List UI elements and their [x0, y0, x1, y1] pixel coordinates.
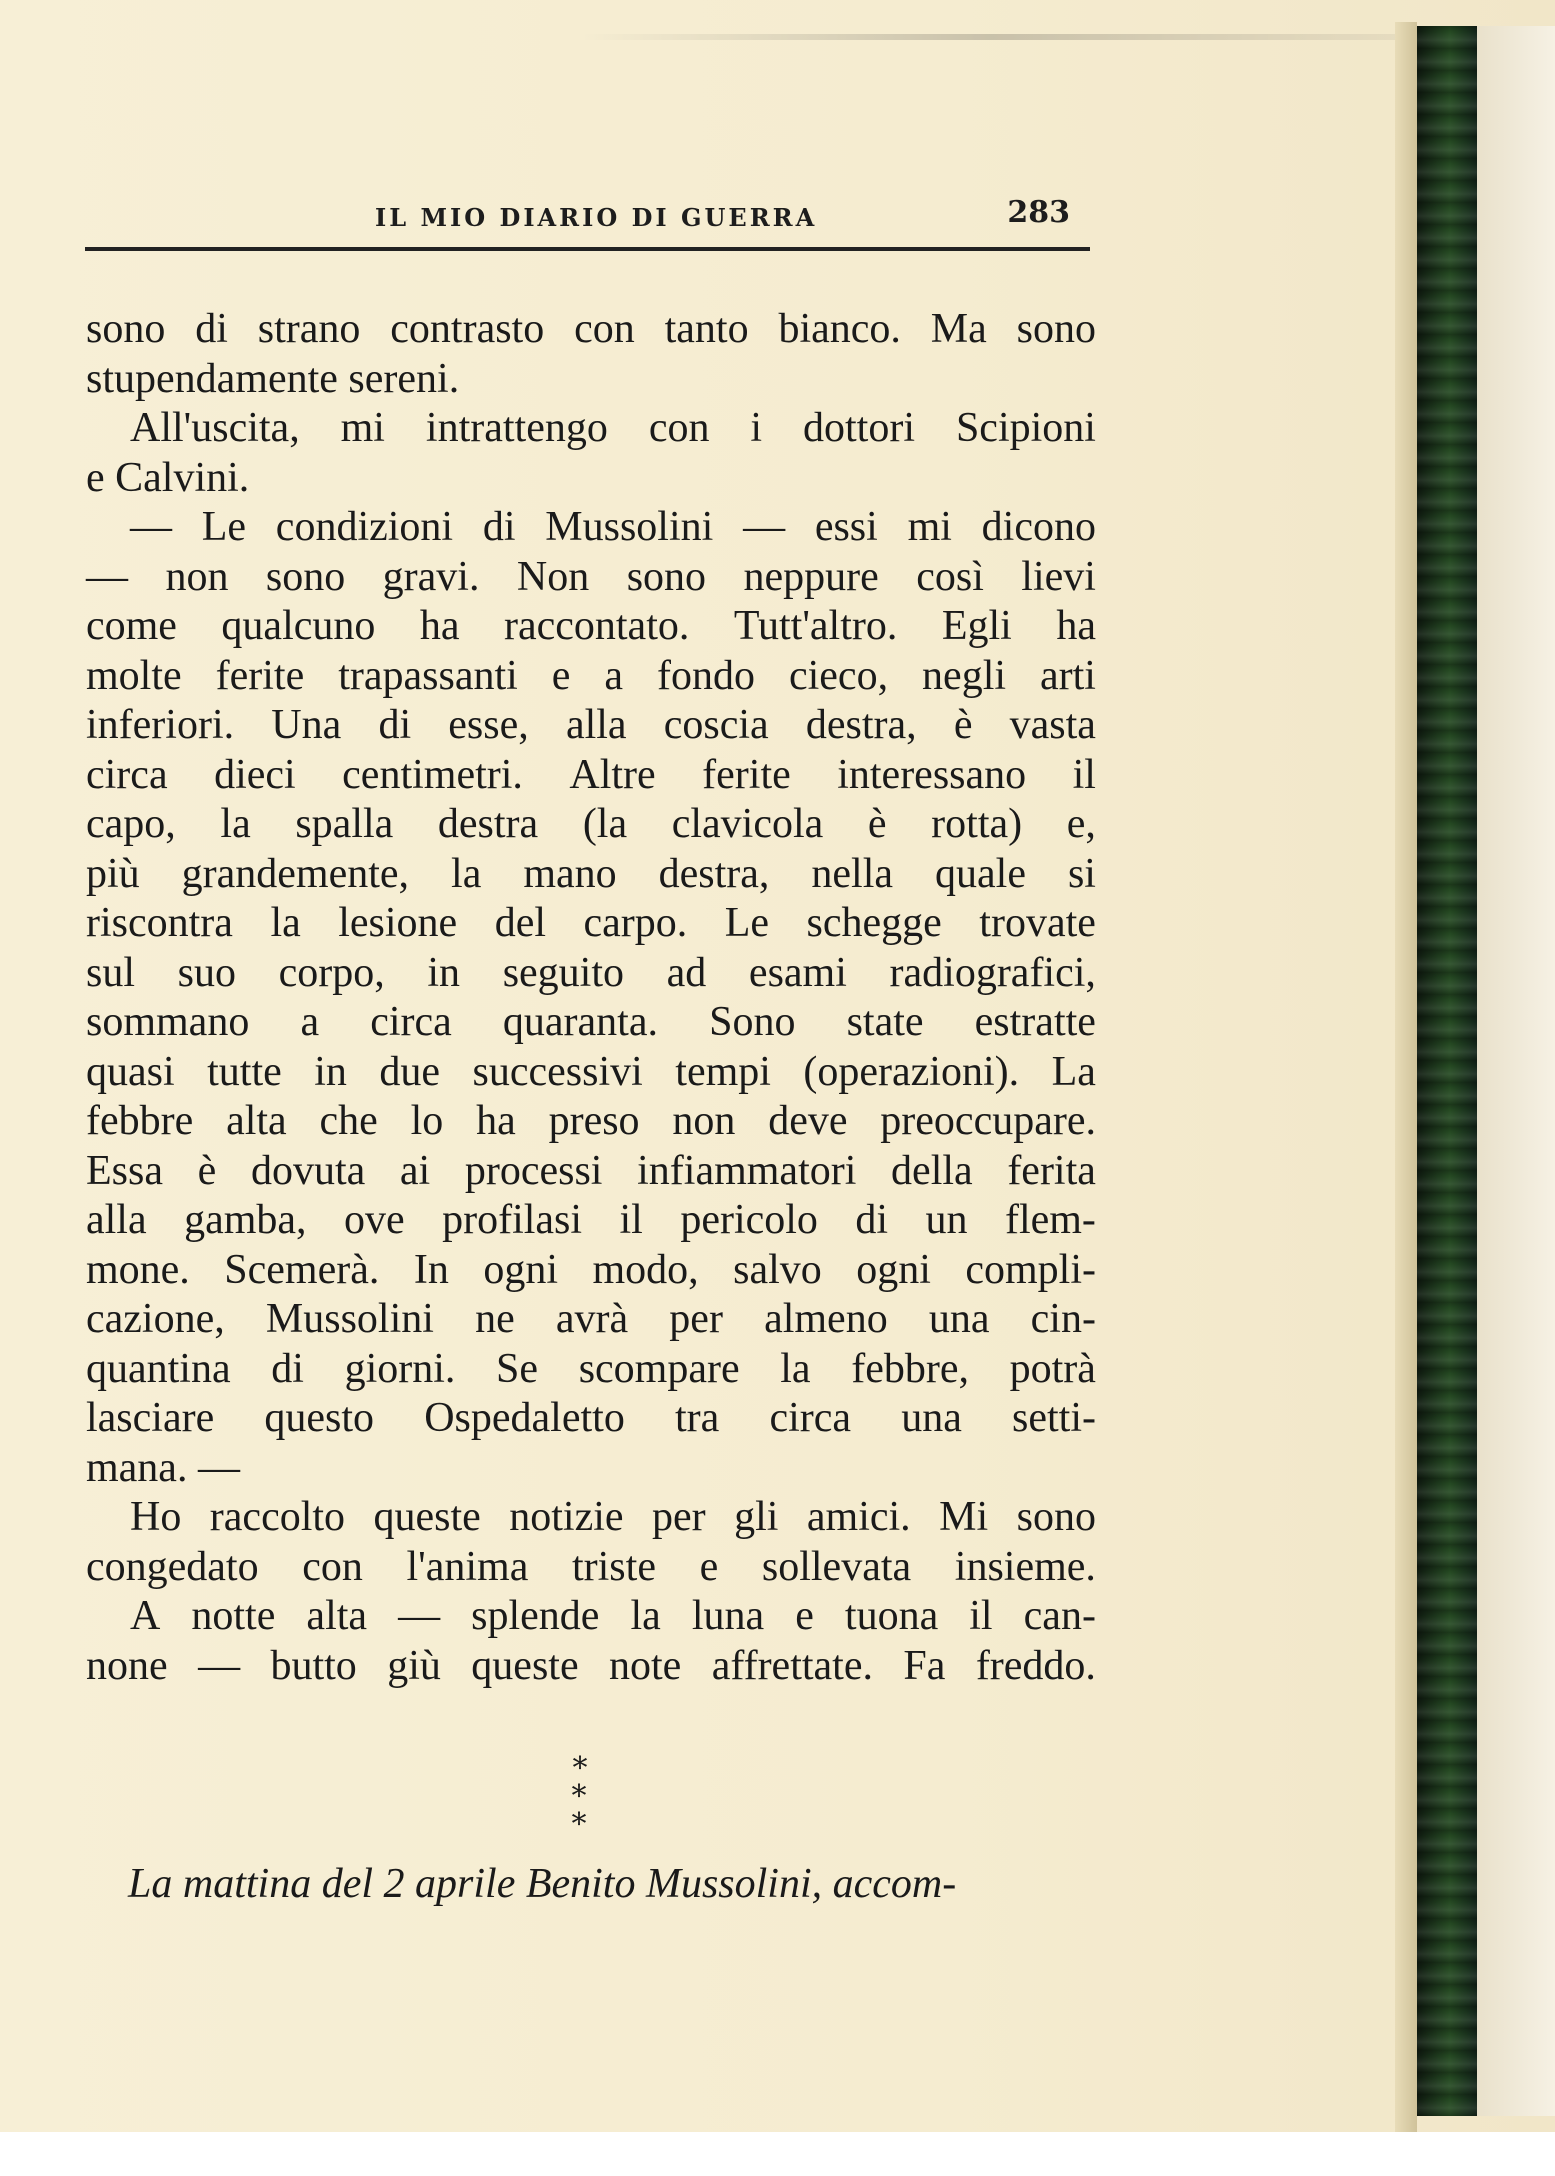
text-line — [86, 1295, 1096, 1345]
word: Essa — [86, 1147, 163, 1194]
text-line — [86, 503, 1096, 553]
word: rotta) — [931, 801, 1023, 847]
text-line — [86, 1592, 1096, 1642]
word: ad — [666, 949, 707, 996]
word: si — [1067, 850, 1096, 897]
word: lesione — [338, 900, 458, 946]
word: A — [130, 1593, 161, 1639]
text-line — [86, 1147, 1096, 1197]
word: con — [302, 1543, 363, 1590]
word: Non — [516, 553, 590, 600]
word: esami — [748, 949, 847, 996]
word: suo — [177, 949, 236, 996]
word: sono — [1016, 306, 1096, 352]
word: Mussolini — [545, 504, 714, 550]
word: raccolto — [209, 1494, 346, 1540]
word: Le — [724, 900, 770, 946]
text-line — [86, 1196, 1096, 1246]
word: freddo. — [975, 1642, 1096, 1689]
scan-bottom-margin — [0, 2132, 1555, 2176]
word: gravi. — [382, 553, 480, 600]
text-line — [86, 602, 1096, 652]
word: Scipioni — [955, 405, 1096, 451]
text-line — [86, 1493, 1096, 1543]
word: state — [846, 999, 924, 1045]
word: splende — [471, 1593, 600, 1639]
word: cin- — [1030, 1296, 1096, 1342]
word: setti- — [1012, 1395, 1096, 1441]
word: e — [699, 1543, 719, 1590]
word: in — [314, 1048, 347, 1095]
word: quaranta. — [502, 999, 658, 1045]
word: bianco. — [778, 306, 901, 352]
text-line — [86, 1394, 1096, 1444]
word: in — [427, 949, 461, 996]
word: gamba, — [184, 1197, 307, 1243]
word: deve — [768, 1098, 848, 1144]
word: mi — [907, 504, 952, 550]
word: quantina — [86, 1345, 231, 1392]
word: can- — [1023, 1593, 1096, 1639]
word: di — [195, 306, 228, 352]
text-line — [86, 998, 1096, 1048]
text-line — [86, 553, 1096, 603]
word: pericolo — [680, 1197, 818, 1243]
text-line — [86, 751, 1096, 801]
section-break-asterism — [540, 1751, 620, 1842]
word: il — [619, 1197, 643, 1243]
word: non — [165, 553, 229, 600]
page-top-shadow — [580, 34, 1400, 40]
word: interessano — [837, 751, 1027, 798]
word: notizie — [509, 1494, 624, 1540]
word: salvo — [733, 1246, 822, 1293]
word: flem- — [1004, 1197, 1096, 1243]
word: per — [669, 1296, 723, 1342]
word: Ma — [930, 306, 987, 352]
next-section-first-line: La mattina del 2 aprile Benito Mussolini, accom- — [128, 1861, 957, 1907]
text-line: stupendamente sereni. — [86, 355, 460, 402]
word: quasi — [86, 1048, 175, 1095]
word: è — [867, 801, 887, 847]
word: a — [604, 652, 624, 699]
word: successivi — [472, 1048, 643, 1095]
word: mano — [523, 850, 617, 897]
text-line — [86, 1048, 1096, 1098]
word: dieci — [214, 751, 296, 798]
text-line — [86, 1543, 1096, 1593]
word: sollevata — [761, 1543, 912, 1590]
word: Ho — [130, 1494, 182, 1540]
word: neppure — [743, 553, 879, 600]
word: questo — [264, 1395, 375, 1441]
word: amici. — [806, 1494, 911, 1540]
text-line — [86, 305, 1096, 355]
word: ha — [419, 603, 460, 649]
word: dicono — [981, 504, 1096, 550]
word: sono — [265, 553, 346, 600]
text-line — [86, 1345, 1096, 1395]
word: lo — [410, 1098, 444, 1144]
word: giorni. — [344, 1345, 456, 1392]
word: compli- — [965, 1246, 1096, 1293]
word: con — [648, 405, 710, 451]
running-header — [85, 193, 1090, 233]
word: destra — [437, 801, 539, 847]
word: arti — [1040, 652, 1096, 699]
word: alta — [306, 1593, 368, 1639]
asterism-bottom: * * — [571, 1779, 603, 1842]
word: tuona — [844, 1593, 939, 1639]
word: Se — [496, 1345, 539, 1392]
word: raccontato. — [503, 603, 690, 649]
word: Mussolini — [265, 1296, 434, 1342]
word: ferita — [1007, 1147, 1096, 1194]
word: Scemerà. — [224, 1246, 380, 1293]
word: il — [969, 1593, 993, 1639]
word: — — [398, 1593, 441, 1639]
word: la — [451, 850, 482, 897]
word: avrà — [555, 1296, 629, 1342]
word: sono — [86, 306, 166, 352]
word: cieco, — [788, 652, 889, 699]
word: mi — [340, 405, 385, 451]
word: alta — [226, 1098, 287, 1144]
word: ha — [1056, 603, 1096, 649]
word: più — [86, 850, 140, 897]
word: centimetri. — [342, 751, 523, 798]
scan-right-margin — [1477, 26, 1555, 2116]
word: queste — [471, 1642, 579, 1689]
word: di — [378, 702, 412, 748]
word: la — [220, 801, 251, 847]
word: dovuta — [250, 1147, 366, 1194]
word: ha — [476, 1098, 516, 1144]
word: circa — [769, 1395, 852, 1441]
word: sommano — [86, 999, 250, 1045]
word: spalla — [295, 801, 394, 847]
word: Egli — [941, 603, 1012, 649]
book-spine — [1417, 26, 1477, 2116]
word: strano — [257, 306, 361, 352]
word: infiammatori — [637, 1147, 857, 1194]
word: contrasto — [390, 306, 545, 352]
word: affrettate. — [711, 1642, 873, 1689]
word: Tutt'altro. — [733, 603, 898, 649]
word: con — [574, 306, 635, 352]
word: un — [925, 1197, 968, 1243]
word: della — [891, 1147, 973, 1194]
word: scompare — [578, 1345, 740, 1392]
word: note — [609, 1642, 682, 1689]
word: ogni — [483, 1246, 558, 1293]
text-line — [86, 899, 1096, 949]
word: sono — [1016, 1494, 1096, 1540]
word: alla — [86, 1197, 147, 1243]
text-line — [86, 701, 1096, 751]
word: giù — [387, 1642, 441, 1689]
asterism-top: * — [572, 1751, 588, 1786]
word: triste — [571, 1543, 656, 1590]
word: lasciare — [86, 1395, 215, 1441]
word: destra, — [658, 850, 770, 897]
word: circa — [370, 999, 452, 1045]
word: schegge — [806, 900, 942, 946]
word: è — [953, 702, 973, 748]
word: cazione, — [86, 1296, 225, 1342]
word: profilasi — [442, 1197, 583, 1243]
word: ferite — [702, 751, 791, 798]
word: — — [198, 1642, 241, 1689]
word: gli — [734, 1494, 779, 1540]
word: Sono — [709, 999, 796, 1045]
word: febbre — [86, 1098, 194, 1144]
word: carpo. — [583, 900, 688, 946]
word: così — [916, 553, 984, 600]
text-line — [86, 1642, 1096, 1692]
word: Le — [201, 504, 247, 550]
word: luna — [691, 1593, 765, 1639]
word: none — [86, 1642, 168, 1689]
word: fondo — [657, 652, 756, 699]
word: queste — [373, 1494, 481, 1540]
word: preoccupare. — [880, 1098, 1096, 1144]
word: circa — [86, 751, 168, 798]
word: e, — [1066, 801, 1096, 847]
word: tanto — [664, 306, 749, 352]
word: di — [482, 504, 516, 550]
word: Fa — [903, 1642, 946, 1689]
word: processi — [464, 1147, 603, 1194]
word: seguito — [502, 949, 625, 996]
word: la — [270, 900, 301, 946]
text-line — [86, 404, 1096, 454]
word: dottori — [803, 405, 916, 451]
word: clavicola — [671, 801, 824, 847]
word: trovate — [979, 900, 1096, 946]
word: negli — [922, 652, 1007, 699]
word: ove — [343, 1197, 405, 1243]
word: la — [780, 1345, 811, 1392]
word: tutte — [207, 1048, 282, 1095]
word: di — [271, 1345, 304, 1392]
word: sul — [86, 949, 136, 996]
word: potrà — [1009, 1345, 1096, 1392]
word: intrattengo — [425, 405, 608, 451]
word: butto — [270, 1642, 357, 1689]
word: alla — [565, 702, 627, 748]
word: tempi — [675, 1048, 771, 1095]
word: ai — [399, 1147, 431, 1194]
word: che — [319, 1098, 378, 1144]
text-line — [86, 850, 1096, 900]
word: (la — [582, 801, 628, 847]
word: due — [379, 1048, 441, 1095]
text-line — [86, 949, 1096, 999]
word: lievi — [1021, 553, 1096, 600]
word: Ospedaletto — [424, 1395, 625, 1441]
text-line — [86, 652, 1096, 702]
word: ferite — [215, 652, 305, 699]
word: coscia — [663, 702, 769, 748]
word: febbre, — [851, 1345, 969, 1392]
word: molte — [86, 652, 182, 699]
word: — — [86, 553, 128, 600]
word: grandemente, — [181, 850, 410, 897]
word: di — [855, 1197, 889, 1243]
word: notte — [191, 1593, 276, 1639]
word: una — [901, 1395, 962, 1441]
word: capo, — [86, 801, 176, 847]
word: qualcuno — [221, 603, 376, 649]
word: riscontra — [86, 900, 233, 946]
page-edge — [1395, 22, 1417, 2132]
word: è — [197, 1147, 217, 1194]
word: ne — [475, 1296, 515, 1342]
word: trapassanti — [338, 652, 518, 699]
page-number: 283 — [1007, 195, 1070, 230]
word: preso — [548, 1098, 640, 1144]
word: esse, — [448, 702, 529, 748]
word: essi — [814, 504, 878, 550]
word: (operazioni). — [803, 1048, 1020, 1095]
word: estratte — [974, 999, 1096, 1045]
word: e — [551, 652, 571, 699]
word: modo, — [592, 1246, 699, 1293]
word: quale — [935, 850, 1026, 897]
word: Mi — [939, 1494, 989, 1540]
word: Altre — [569, 751, 656, 798]
word: sono — [626, 553, 707, 600]
header-rule — [85, 247, 1090, 251]
word: condizioni — [275, 504, 454, 550]
word: ogni — [856, 1246, 931, 1293]
word: l'anima — [406, 1543, 529, 1590]
word: tra — [674, 1395, 720, 1441]
word: inferiori. — [86, 702, 235, 748]
word: una — [928, 1296, 990, 1342]
text-line — [86, 800, 1096, 850]
word: Una — [271, 702, 342, 748]
word: destra, — [805, 702, 917, 748]
word: corpo, — [278, 949, 385, 996]
word: almeno — [764, 1296, 888, 1342]
word: i — [750, 405, 763, 451]
word: La — [1051, 1048, 1096, 1095]
word: congedato — [86, 1543, 259, 1590]
word: non — [672, 1098, 736, 1144]
word: il — [1072, 751, 1096, 798]
word: — — [743, 504, 786, 550]
word: insieme. — [954, 1543, 1096, 1590]
word: All'uscita, — [130, 405, 300, 451]
running-title: IL MIO DIARIO DI GUERRA — [375, 203, 818, 232]
word: a — [300, 999, 320, 1045]
word: per — [652, 1494, 706, 1540]
word: la — [630, 1593, 661, 1639]
word: nella — [811, 850, 894, 897]
text-line — [86, 1097, 1096, 1147]
text-line: e Calvini. — [86, 454, 250, 501]
text-line: mana. — — [86, 1444, 240, 1491]
word: — — [130, 504, 172, 550]
word: del — [494, 900, 546, 946]
word: vasta — [1009, 702, 1096, 748]
word: come — [86, 603, 177, 649]
word: radiografici, — [889, 949, 1096, 996]
word: mone. — [86, 1246, 190, 1293]
text-line — [86, 1246, 1096, 1296]
word: e — [795, 1593, 814, 1639]
body-text — [86, 305, 1096, 1691]
word: In — [413, 1246, 449, 1293]
